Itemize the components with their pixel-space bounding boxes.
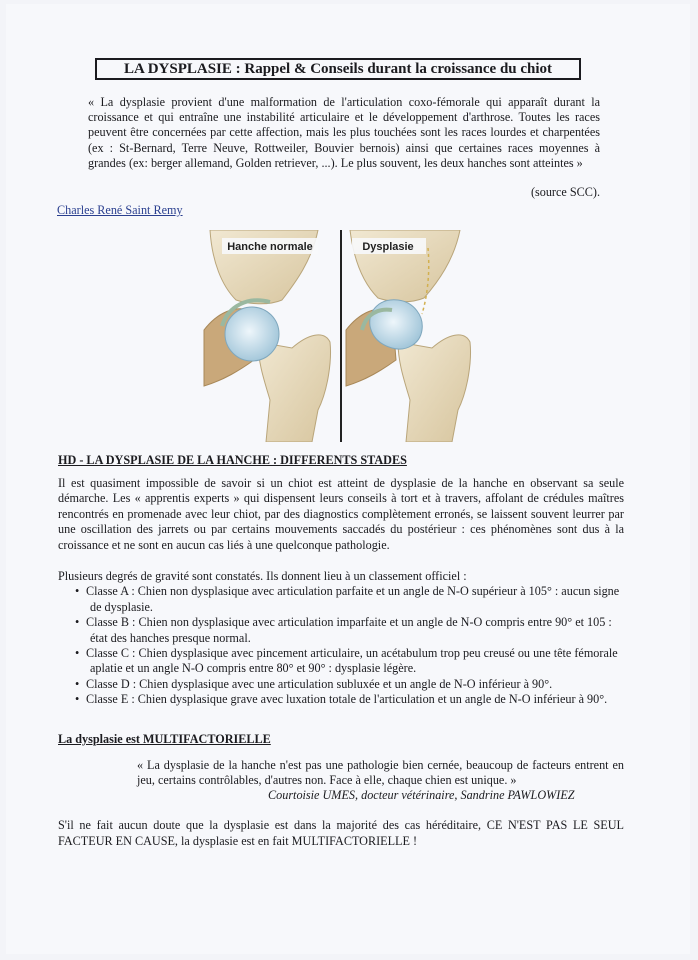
normal-hip-panel [200,230,338,442]
umes-quote: « La dysplasie de la hanche n'est pas une pathologie bien cernée, beaucoup de facteurs entrent en jeu, certains contrôlables, d'autres non. Face à elle, chaque chien est unique. » [137,758,624,788]
list-item: • Classe B : Chien non dysplasique avec articulation imparfaite et un angle de N-O compris entre 90° et 105 : état des hanches presque normal. [58,615,624,646]
stades-paragraph: Il est quasiment impossible de savoir si un chiot est atteint de dysplasie de la hanche en observant sa seule démarche. Les « apprentis experts » qui dispensent leurs conseils à tort et à travers, affolant de crédules maîtres rencontrés en promenade avec leur chiot, par des diagnostics complètement erronés, se laissent souvent leurrer par une oscillation des jarrets ou par certains mouvements saccadés du postérieur : ces phénomènes sont dus à la croissance et ne sont en aucun cas liés à une quelconque pathologie. [58,476,624,552]
hip-diagram [200,230,478,442]
intro-quote: « La dysplasie provient d'une malformation de l'articulation coxo-fémorale qui apparaît durant la croissance et qui entraîne une instabilité articulaire et le développement d'arthrose. Toutes les races peuvent être concernées par cette affection, mais les plus touchées sont les races lourdes et charpentées (ex : St-Bernard, Terre Neuve, Rottweiler, Bouvier bernois) ainsi que certaines races moyennes à grandes (ex: berger allemand, Golden retriever, ...). Le plus souvent, les deux hanches sont atteintes » [88,95,600,170]
quote-credit: Courtoisie UMES, docteur vétérinaire, Sandrine PAWLOWIEZ [268,788,575,802]
section-heading-stades: HD - LA DYSPLASIE DE LA HANCHE : DIFFERENTS STADES [58,453,407,467]
classes-list [58,584,624,707]
list-item: • Classe D : Chien dysplasique avec une articulation subluxée et un angle de N-O inférieur à 90°. [58,677,624,692]
degrees-block [58,569,624,708]
normal-hip-label: Hanche normale [227,241,313,253]
document-title: LA DYSPLASIE : Rappel & Conseils durant la croissance du chiot [95,58,581,80]
author-link[interactable]: Charles René Saint Remy [57,203,183,217]
list-item: • Classe E : Chien dysplasique grave avec luxation totale de l'articulation et un angle de N-O inférieur à 90°. [58,692,624,707]
source-citation: (source SCC). [530,185,600,199]
hip-illustration [200,230,478,442]
dysplasia-label: Dysplasie [362,241,414,253]
dysplasia-panel [343,230,478,442]
conclusion-paragraph: S'il ne fait aucun doute que la dysplasie est dans la majorité des cas héréditaire, CE N'EST PAS LE SEUL FACTEUR EN CAUSE, la dysplasie est en fait MULTIFACTORIELLE ! [58,818,624,848]
section-heading-multifactorielle: La dysplasie est MULTIFACTORIELLE [58,732,271,746]
degrees-intro: Plusieurs degrés de gravité sont constatés. Ils donnent lieu à un classement officiel : [58,569,467,583]
list-item: • Classe A : Chien non dysplasique avec articulation parfaite et un angle de N-O supérieur à 105° : aucun signe de dysplasie. [58,584,624,615]
list-item: • Classe C : Chien dysplasique avec pincement articulaire, un acétabulum trop peu creusé ou une tête fémorale aplatie et un angle N-O compris entre 80° et 90° : dysplasie légère. [58,646,624,677]
